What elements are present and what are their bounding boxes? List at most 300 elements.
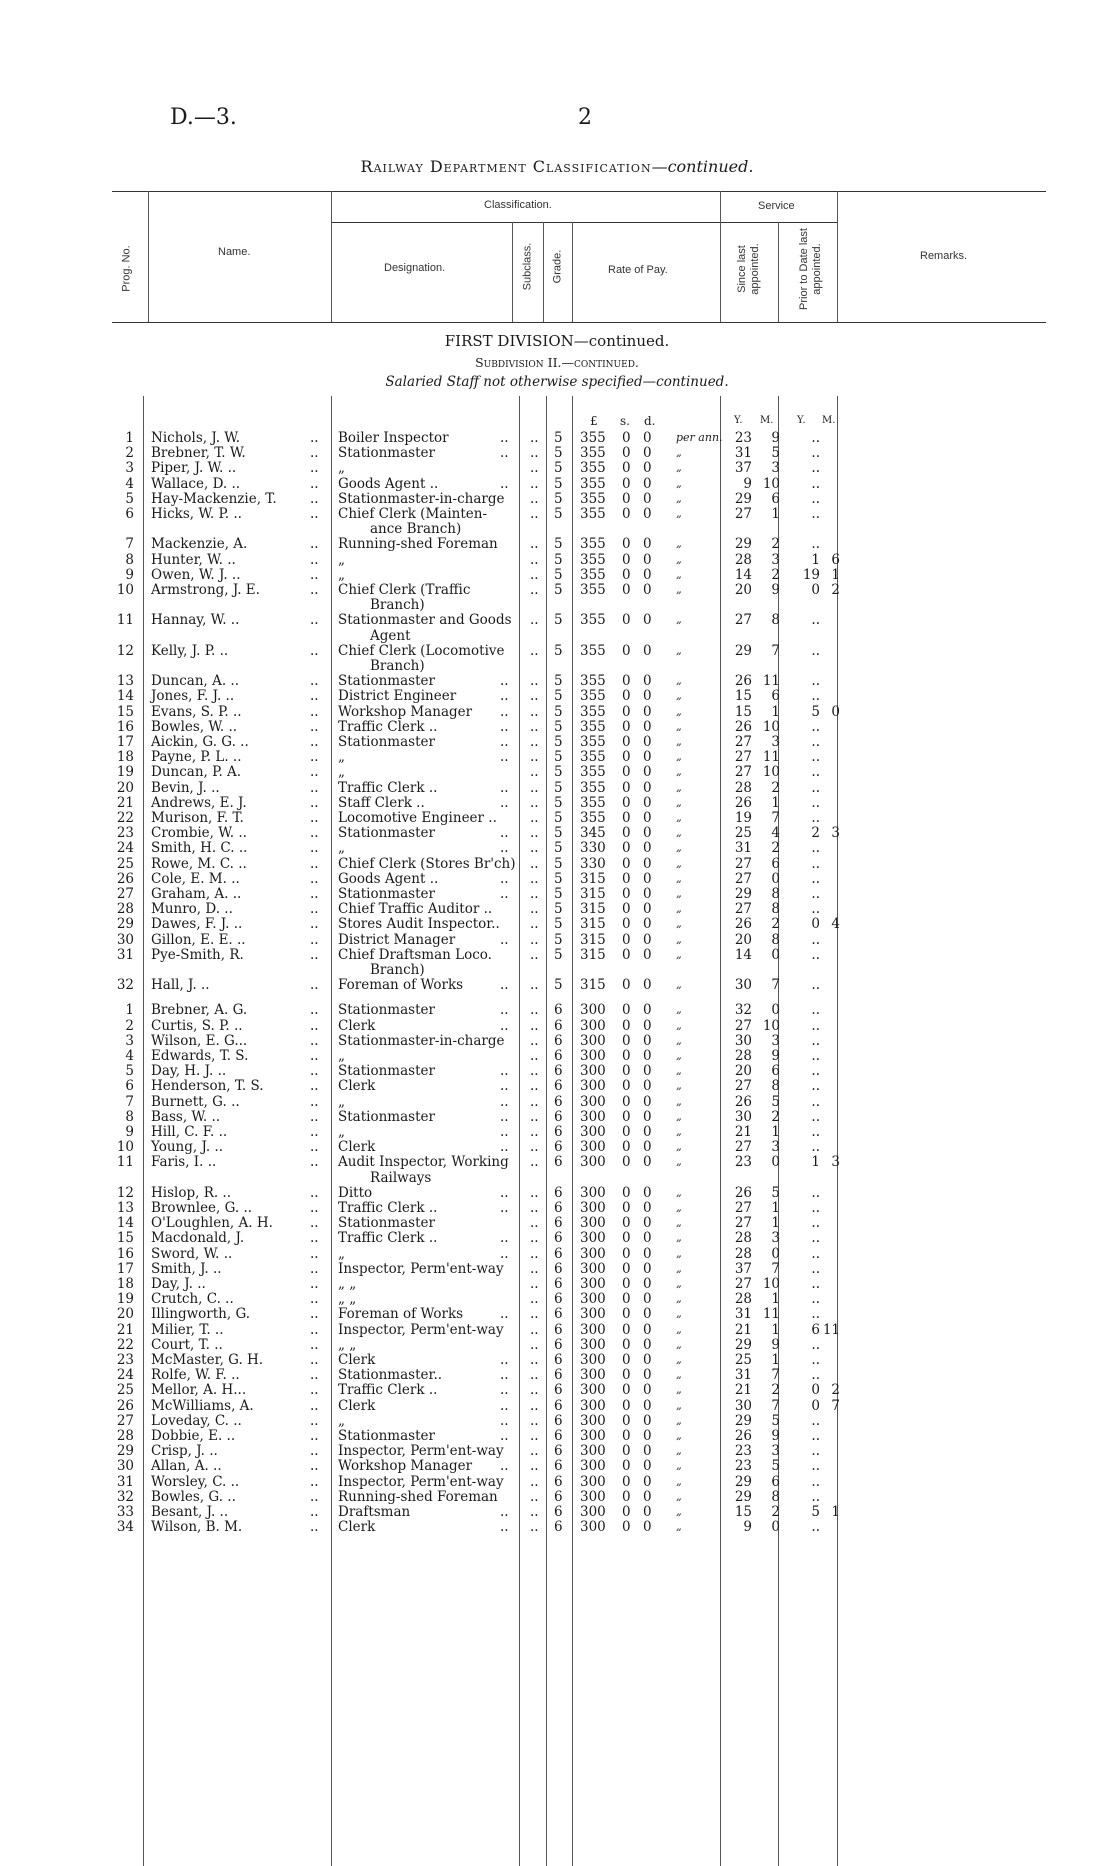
table-row: [0, 1124, 1114, 1140]
row-months: 11: [762, 673, 780, 690]
row-prior-years: ..: [811, 475, 820, 492]
row-pence: 0: [643, 1215, 652, 1232]
row-dots: ..: [500, 1108, 509, 1125]
table-row: [0, 856, 1114, 872]
row-pence: 0: [643, 445, 652, 462]
header-designation: Designation.: [384, 262, 446, 274]
row-designation: Chief Clerk (Stores Br'ch): [338, 855, 516, 872]
row-prior-years: ..: [811, 1352, 820, 1368]
table-row: [0, 582, 1114, 614]
row-designation: „ „: [338, 1276, 357, 1292]
row-no: 20: [116, 779, 134, 796]
row-prior-years: ..: [811, 855, 820, 872]
row-pence: 0: [643, 794, 652, 811]
row-dots: ..: [310, 460, 319, 477]
row-months: 1: [771, 1215, 780, 1232]
row-years: 29: [734, 490, 752, 507]
row-subclass: 5: [554, 460, 563, 477]
row-months: 5: [771, 445, 780, 462]
row-designation: District Engineer: [338, 688, 457, 705]
row-no: 28: [116, 901, 134, 918]
row-unit: „: [676, 795, 682, 809]
row-dots: ..: [310, 1260, 319, 1277]
row-unit: „: [676, 1094, 682, 1108]
row-pence: 0: [643, 1488, 652, 1505]
row-dots: ..: [530, 1428, 539, 1444]
row-pay: 300: [580, 1200, 606, 1216]
row-name: Owen, W. J. ..: [151, 566, 241, 583]
row-designation: Stationmaster: [338, 1215, 435, 1232]
row-dots: ..: [310, 1352, 319, 1368]
row-dots: ..: [530, 1412, 539, 1429]
row-prior-years: ..: [811, 1200, 820, 1216]
row-name: O'Loughlen, A. H.: [151, 1215, 273, 1232]
row-dots: ..: [500, 1230, 509, 1247]
row-subclass: 6: [554, 1291, 563, 1308]
row-shillings: 0: [622, 1124, 631, 1140]
row-dots: ..: [310, 1504, 319, 1520]
row-months: 6: [771, 1063, 780, 1080]
row-dots: ..: [530, 779, 539, 796]
row-dots: ..: [500, 1367, 509, 1384]
row-subclass: 5: [554, 642, 563, 659]
row-shillings: 0: [622, 1352, 631, 1368]
row-designation-cont: ance Branch): [370, 521, 462, 538]
row-unit: „: [676, 552, 682, 566]
row-name: Hislop, R. ..: [151, 1184, 232, 1201]
row-pence: 0: [643, 1428, 652, 1444]
row-unit: „: [676, 1368, 682, 1382]
row-months: 6: [771, 855, 780, 872]
row-pay: 355: [580, 475, 606, 492]
row-dots: ..: [500, 1428, 509, 1444]
row-designation: Goods Agent ..: [338, 870, 439, 887]
row-pence: 0: [643, 718, 652, 735]
row-months: 5: [771, 1184, 780, 1201]
row-months: 9: [771, 582, 780, 598]
row-designation-cont: Agent: [370, 627, 411, 644]
row-dots: ..: [530, 718, 539, 735]
row-subclass: 5: [554, 688, 563, 705]
row-no: 23: [116, 1352, 134, 1368]
row-prior-years: ..: [811, 1336, 820, 1353]
row-designation: Chief Traffic Auditor ..: [338, 901, 493, 918]
row-designation: Traffic Clerk ..: [338, 1230, 438, 1247]
row-months: 7: [771, 977, 780, 994]
row-pence: 0: [643, 886, 652, 902]
row-shillings: 0: [622, 1291, 631, 1308]
row-designation: „: [338, 1124, 345, 1140]
row-name: Brebner, T. W.: [151, 445, 246, 462]
row-no: 34: [116, 1519, 134, 1536]
row-designation: Running-shed Foreman: [338, 1488, 498, 1505]
row-prior-years: ..: [811, 1230, 820, 1247]
row-name: Dobbie, E. ..: [151, 1428, 236, 1444]
row-shillings: 0: [622, 1412, 631, 1429]
row-shillings: 0: [622, 901, 631, 918]
table-row: [0, 1519, 1114, 1535]
row-dots: ..: [530, 1488, 539, 1505]
row-subclass: 6: [554, 1002, 563, 1019]
unit-pound: £: [590, 414, 598, 428]
row-dots: ..: [310, 1245, 319, 1262]
table-row: [0, 1200, 1114, 1216]
row-dots: ..: [500, 1124, 509, 1140]
row-name: Evans, S. P. ..: [151, 703, 242, 720]
row-no: 13: [116, 673, 134, 690]
row-subclass: 5: [554, 946, 563, 963]
row-prior-months: 3: [831, 825, 840, 842]
row-years: 19: [734, 810, 752, 826]
row-name: Dawes, F. J. ..: [151, 916, 243, 933]
row-dots: ..: [310, 764, 319, 781]
row-unit: „: [676, 1064, 682, 1078]
row-pay: 355: [580, 794, 606, 811]
row-prior-years: ..: [811, 445, 820, 462]
row-dots: ..: [310, 734, 319, 750]
row-shillings: 0: [622, 1245, 631, 1262]
table-row: [0, 795, 1114, 811]
row-shillings: 0: [622, 1504, 631, 1520]
unit-prior-months: M.: [822, 415, 836, 426]
row-name: Curtis, S. P. ..: [151, 1017, 243, 1034]
row-designation: Clerk: [338, 1519, 376, 1536]
row-designation: „ „: [338, 1291, 357, 1308]
row-pay: 300: [580, 1048, 606, 1064]
division-heading: FIRST DIVISION—continued.: [444, 332, 670, 350]
row-designation: District Manager: [338, 931, 456, 948]
row-pence: 0: [643, 506, 652, 522]
row-months: 2: [771, 840, 780, 857]
table-row: [0, 1261, 1114, 1277]
row-no: 26: [116, 870, 134, 887]
table-row: [0, 1215, 1114, 1231]
row-subclass: 5: [554, 901, 563, 918]
row-years: 27: [734, 901, 752, 918]
row-no: 28: [116, 1428, 134, 1444]
row-name: Bowles, G. ..: [151, 1488, 236, 1505]
row-designation: Stationmaster: [338, 825, 435, 842]
row-dots: ..: [310, 886, 319, 902]
row-dots: ..: [500, 430, 509, 446]
row-dots: ..: [500, 886, 509, 902]
row-dots: ..: [310, 1367, 319, 1384]
row-months: 2: [771, 566, 780, 583]
row-designation: Chief Clerk (Traffic: [338, 582, 471, 598]
row-unit: „: [676, 1322, 682, 1336]
row-shillings: 0: [622, 688, 631, 705]
table-row: [0, 460, 1114, 476]
row-dots: ..: [530, 916, 539, 933]
row-prior-years: ..: [811, 1458, 820, 1475]
row-name: Burnett, G. ..: [151, 1093, 240, 1110]
row-subclass: 5: [554, 977, 563, 994]
row-pence: 0: [643, 1093, 652, 1110]
row-prior-years: 5: [811, 703, 820, 720]
table-row: [0, 476, 1114, 492]
table-row: [0, 491, 1114, 507]
row-subclass: 6: [554, 1078, 563, 1095]
row-subclass: 5: [554, 886, 563, 902]
row-pence: 0: [643, 810, 652, 826]
row-dots: ..: [500, 703, 509, 720]
row-shillings: 0: [622, 445, 631, 462]
row-shillings: 0: [622, 1397, 631, 1414]
row-designation: Stationmaster: [338, 673, 435, 690]
row-shillings: 0: [622, 1093, 631, 1110]
row-pence: 0: [643, 551, 652, 568]
row-shillings: 0: [622, 612, 631, 629]
row-years: 29: [734, 1473, 752, 1490]
row-designation: Inspector, Perm'ent-way: [338, 1443, 504, 1460]
row-shillings: 0: [622, 551, 631, 568]
row-shillings: 0: [622, 1276, 631, 1292]
row-name: Wilson, B. M.: [151, 1519, 243, 1536]
row-dots: ..: [530, 825, 539, 842]
row-pay: 355: [580, 673, 606, 690]
row-name: Murison, F. T.: [151, 810, 244, 826]
row-no: 33: [116, 1504, 134, 1520]
header-bottom-rule: [112, 322, 1046, 323]
row-pence: 0: [643, 1108, 652, 1125]
row-unit: „: [676, 1109, 682, 1123]
row-dots: ..: [530, 1063, 539, 1080]
row-name: Hay-Mackenzie, T.: [151, 490, 277, 507]
row-subclass: 6: [554, 1230, 563, 1247]
row-pence: 0: [643, 703, 652, 720]
row-subclass: 5: [554, 673, 563, 690]
row-name: Milier, T. ..: [151, 1321, 224, 1338]
row-pence: 0: [643, 1230, 652, 1247]
row-designation: Traffic Clerk ..: [338, 1382, 438, 1399]
row-no: 18: [116, 749, 134, 766]
row-designation: „: [338, 764, 345, 781]
page-id: D.—3.: [170, 105, 237, 130]
table-row: [0, 1230, 1114, 1246]
row-dots: ..: [530, 794, 539, 811]
row-name: Graham, A. ..: [151, 886, 242, 902]
header-prior-to-date: Prior to Date last appointed.: [798, 228, 823, 310]
row-months: 7: [771, 1367, 780, 1384]
page-title-main: Railway Department Classification: [360, 157, 652, 176]
table-row: [0, 916, 1114, 932]
row-designation: Stationmaster: [338, 734, 435, 750]
table-row: [0, 1489, 1114, 1505]
row-months: 10: [762, 1017, 780, 1034]
row-unit: „: [676, 1018, 682, 1032]
row-no: 29: [116, 1443, 134, 1460]
row-subclass: 5: [554, 430, 563, 446]
row-pay: 355: [580, 582, 606, 598]
row-subclass: 5: [554, 582, 563, 598]
row-subclass: 6: [554, 1488, 563, 1505]
row-dots: ..: [500, 1412, 509, 1429]
row-shillings: 0: [622, 1519, 631, 1536]
row-years: 27: [734, 855, 752, 872]
row-dots: ..: [500, 840, 509, 857]
row-shillings: 0: [622, 1230, 631, 1247]
row-pay: 300: [580, 1458, 606, 1475]
row-name: Loveday, C. ..: [151, 1412, 242, 1429]
header-grade: Grade.: [551, 249, 564, 284]
row-prior-years: ..: [811, 886, 820, 902]
row-months: 1: [771, 1291, 780, 1308]
row-no: 7: [125, 1093, 134, 1110]
row-shillings: 0: [622, 794, 631, 811]
row-no: 9: [125, 566, 134, 583]
row-subclass: 5: [554, 490, 563, 507]
row-dots: ..: [310, 810, 319, 826]
row-dots: ..: [310, 1306, 319, 1323]
row-unit: „: [676, 537, 682, 551]
row-months: 7: [771, 642, 780, 659]
row-unit: „: [676, 1383, 682, 1397]
row-no: 2: [125, 445, 134, 462]
table-row: [0, 506, 1114, 538]
row-pay: 300: [580, 1154, 606, 1171]
row-months: 5: [771, 1458, 780, 1475]
row-subclass: 5: [554, 703, 563, 720]
row-dots: ..: [310, 1032, 319, 1049]
row-dots: ..: [530, 855, 539, 872]
table-row: [0, 977, 1114, 993]
row-pence: 0: [643, 1032, 652, 1049]
row-pay: 355: [580, 703, 606, 720]
row-pence: 0: [643, 1276, 652, 1292]
row-prior-years: ..: [811, 794, 820, 811]
row-shillings: 0: [622, 1002, 631, 1019]
row-pence: 0: [643, 1154, 652, 1171]
table-row: [0, 1185, 1114, 1201]
row-years: 27: [734, 1200, 752, 1216]
row-dots: ..: [500, 475, 509, 492]
row-years: 31: [734, 840, 752, 857]
row-prior-years: ..: [811, 1488, 820, 1505]
row-shillings: 0: [622, 1063, 631, 1080]
row-years: 25: [734, 1352, 752, 1368]
row-dots: ..: [530, 1032, 539, 1049]
row-designation: Boiler Inspector: [338, 430, 449, 446]
row-unit: „: [676, 780, 682, 794]
row-designation: Chief Draftsman Loco.: [338, 946, 492, 963]
row-name: Allan, A. ..: [151, 1458, 222, 1475]
row-subclass: 5: [554, 612, 563, 629]
row-name: Duncan, P. A.: [151, 764, 242, 781]
row-prior-years: ..: [811, 810, 820, 826]
row-unit: „: [676, 735, 682, 748]
row-dots: ..: [310, 1048, 319, 1064]
row-pay: 300: [580, 1230, 606, 1247]
row-dots: ..: [310, 931, 319, 948]
row-unit: „: [676, 1216, 682, 1230]
row-subclass: 6: [554, 1428, 563, 1444]
table-row: [0, 932, 1114, 948]
row-no: 17: [116, 734, 134, 750]
row-dots: ..: [310, 551, 319, 568]
row-dots: ..: [500, 1078, 509, 1095]
row-dots: ..: [500, 1397, 509, 1414]
row-prior-years: ..: [811, 1108, 820, 1125]
row-pence: 0: [643, 1352, 652, 1368]
row-no: 10: [116, 582, 134, 598]
row-prior-months: 6: [831, 551, 840, 568]
classification-rule: [331, 222, 837, 223]
row-no: 23: [116, 825, 134, 842]
row-years: 23: [734, 430, 752, 446]
row-months: 0: [771, 870, 780, 887]
row-years: 31: [734, 1306, 752, 1323]
table-row: [0, 1352, 1114, 1368]
row-name: Brownlee, G. ..: [151, 1200, 253, 1216]
row-dots: ..: [310, 1291, 319, 1308]
row-unit: „: [676, 1489, 682, 1503]
row-dots: ..: [310, 536, 319, 553]
row-dots: ..: [310, 1382, 319, 1399]
row-no: 8: [125, 1108, 134, 1125]
row-prior-months: 3: [831, 1154, 840, 1171]
row-dots: ..: [310, 1428, 319, 1444]
row-unit: „: [676, 719, 682, 733]
header-prog-no: Prog. No.: [120, 245, 133, 292]
row-dots: ..: [310, 1017, 319, 1034]
row-prior-years: ..: [811, 1048, 820, 1064]
row-designation: Locomotive Engineer ..: [338, 810, 497, 826]
table-row: [0, 567, 1114, 583]
row-months: 10: [762, 718, 780, 735]
row-dots: ..: [310, 1002, 319, 1019]
row-unit: „: [676, 1201, 682, 1214]
row-subclass: 6: [554, 1017, 563, 1034]
table-row: [0, 1306, 1114, 1322]
row-shillings: 0: [622, 1154, 631, 1171]
table-row: [0, 704, 1114, 720]
row-dots: ..: [500, 1519, 509, 1536]
row-no: 20: [116, 1306, 134, 1323]
table-row: [0, 734, 1114, 750]
table-row: [0, 536, 1114, 552]
header-rate-of-pay: Rate of Pay.: [608, 264, 668, 276]
row-name: Piper, J. W. ..: [151, 460, 237, 477]
row-dots: ..: [530, 445, 539, 462]
row-dots: ..: [310, 1336, 319, 1353]
row-unit: „: [676, 643, 682, 657]
row-subclass: 6: [554, 1276, 563, 1292]
row-shillings: 0: [622, 1443, 631, 1460]
table-row: [0, 749, 1114, 765]
row-no: 3: [125, 1032, 134, 1049]
row-prior-years: ..: [811, 901, 820, 918]
row-dots: ..: [530, 1291, 539, 1308]
row-shillings: 0: [622, 1078, 631, 1095]
row-no: 5: [125, 1063, 134, 1080]
row-shillings: 0: [622, 490, 631, 507]
row-years: 26: [734, 718, 752, 735]
row-dots: ..: [310, 445, 319, 462]
row-designation: Traffic Clerk ..: [338, 718, 438, 735]
row-dots: ..: [310, 1458, 319, 1475]
row-dots: ..: [310, 1124, 319, 1140]
row-shillings: 0: [622, 1458, 631, 1475]
row-pay: 300: [580, 1139, 606, 1156]
row-pay: 300: [580, 1306, 606, 1323]
row-prior-years: ..: [811, 490, 820, 507]
row-name: Sword, W. ..: [151, 1245, 233, 1262]
row-pay: 300: [580, 1078, 606, 1095]
row-years: 23: [734, 1458, 752, 1475]
row-dots: ..: [500, 931, 509, 948]
row-months: 2: [771, 916, 780, 933]
row-dots: ..: [530, 1321, 539, 1338]
